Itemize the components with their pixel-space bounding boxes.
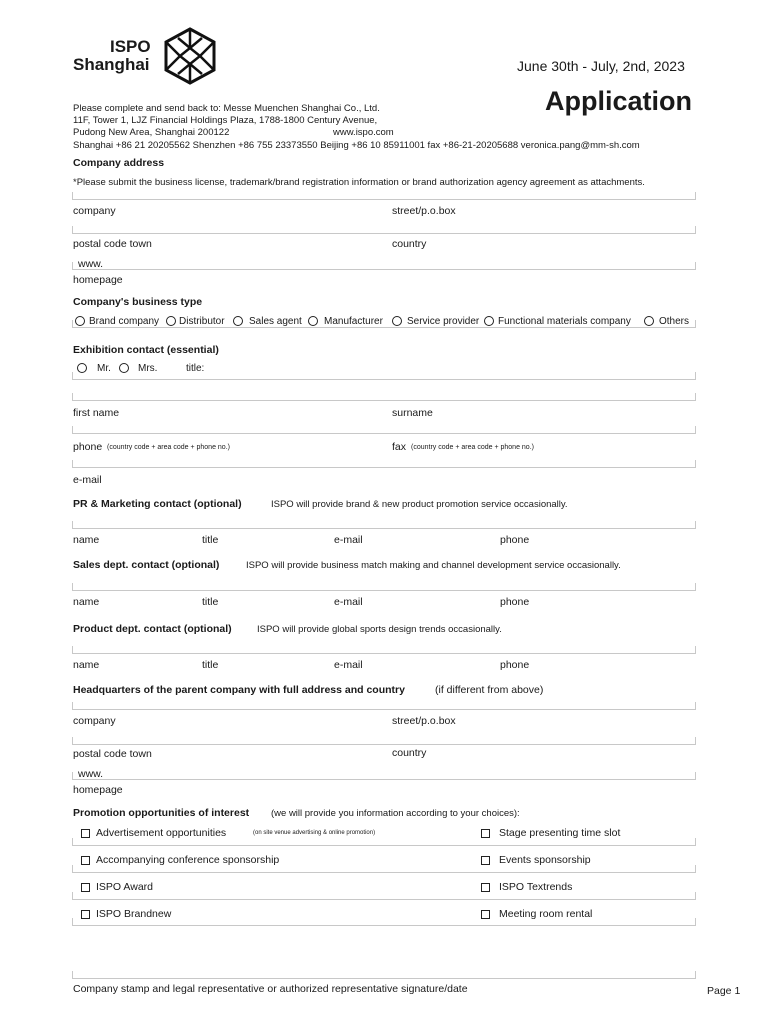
- radio-manufacturer[interactable]: [308, 316, 318, 326]
- promo-row-2: [72, 865, 696, 873]
- phone-field[interactable]: [72, 426, 696, 434]
- street-label: street/p.o.box: [392, 205, 456, 217]
- hq-postal-field[interactable]: [72, 737, 696, 745]
- postal-field[interactable]: [72, 226, 696, 234]
- sales-contact-heading: Sales dept. contact (optional): [73, 559, 220, 571]
- headquarters-note: (if different from above): [435, 684, 544, 696]
- checkbox-advertisement[interactable]: [81, 829, 90, 838]
- radio-mrs[interactable]: [119, 363, 129, 373]
- hq-homepage-field[interactable]: [72, 772, 696, 780]
- product-email-label: e-mail: [334, 659, 363, 671]
- www-prefix: www.: [78, 258, 104, 270]
- website-link[interactable]: www.ispo.com: [333, 127, 394, 138]
- option-brand-company: Brand company: [89, 316, 160, 327]
- fax-hint: (country code + area code + phone no.): [411, 444, 534, 451]
- checkbox-conference-sponsorship[interactable]: [81, 856, 90, 865]
- option-conference-sponsorship: Accompanying conference sponsorship: [96, 854, 280, 866]
- option-stage-presenting: Stage presenting time slot: [499, 827, 621, 839]
- option-others: Others: [659, 316, 690, 327]
- option-service-provider: Service provider: [407, 316, 480, 327]
- email-label: e-mail: [73, 474, 102, 486]
- radio-functional-materials[interactable]: [484, 316, 494, 326]
- hq-postal-label: postal code town: [73, 748, 152, 760]
- checkbox-stage-presenting[interactable]: [481, 829, 490, 838]
- option-ispo-award: ISPO Award: [96, 881, 154, 893]
- product-contact-note: ISPO will provide global sports design trends occasionally.: [257, 624, 502, 635]
- promo-row-3: [72, 892, 696, 900]
- product-contact-field[interactable]: [72, 646, 696, 654]
- company-field[interactable]: [72, 192, 696, 200]
- pr-contact-heading: PR & Marketing contact (optional): [73, 498, 242, 510]
- surname-label: surname: [392, 407, 433, 419]
- radio-others[interactable]: [644, 316, 654, 326]
- first-name-label: first name: [73, 407, 120, 419]
- advertisement-hint: (on site venue advertising & online promotion): [253, 830, 376, 836]
- sales-phone-label: phone: [500, 596, 530, 608]
- headquarters-heading: Headquarters of the parent company with full address and country: [73, 684, 405, 696]
- signature-field[interactable]: [72, 971, 696, 979]
- pr-title-label: title: [202, 534, 219, 546]
- title-label: title:: [186, 363, 205, 374]
- option-ispo-brandnew: ISPO Brandnew: [96, 908, 172, 920]
- product-title-label: title: [202, 659, 219, 671]
- fax-label: fax: [392, 441, 407, 453]
- name-field[interactable]: [72, 393, 696, 401]
- company-label: company: [73, 205, 116, 217]
- address-line3: Pudong New Area, Shanghai 200122: [73, 127, 230, 138]
- homepage-field[interactable]: [72, 262, 696, 270]
- hq-company-field[interactable]: [72, 702, 696, 710]
- pr-name-label: name: [73, 534, 100, 546]
- option-mrs: Mrs.: [138, 363, 158, 374]
- option-functional-materials: Functional materials company: [498, 316, 631, 327]
- email-field[interactable]: [72, 460, 696, 468]
- event-date: June 30th - July, 2nd, 2023: [517, 58, 685, 74]
- option-ispo-textrends: ISPO Textrends: [499, 881, 573, 893]
- hq-www-prefix: www.: [78, 768, 104, 780]
- page-number: Page 1: [707, 985, 741, 997]
- signature-label: Company stamp and legal representative or authorized representative signature/date: [73, 983, 468, 995]
- salutation-row: [72, 372, 696, 380]
- address-line1: Please complete and send back to: Messe Muenchen Shanghai Co., Ltd.: [73, 103, 380, 114]
- radio-brand-company[interactable]: [75, 316, 85, 326]
- checkbox-ispo-brandnew[interactable]: [81, 910, 90, 919]
- promotion-note: (we will provide you information according to your choices):: [271, 808, 520, 819]
- pr-phone-label: phone: [500, 534, 530, 546]
- phone-hint: (country code + area code + phone no.): [107, 444, 230, 451]
- hq-street-label: street/p.o.box: [392, 715, 456, 727]
- checkbox-meeting-room[interactable]: [481, 910, 490, 919]
- logo-ispo: ISPO: [110, 37, 151, 56]
- option-distributor: Distributor: [179, 316, 225, 327]
- hq-country-label: country: [392, 747, 427, 759]
- radio-distributor[interactable]: [166, 316, 176, 326]
- checkbox-ispo-award[interactable]: [81, 883, 90, 892]
- pr-email-label: e-mail: [334, 534, 363, 546]
- product-phone-label: phone: [500, 659, 530, 671]
- hq-company-label: company: [73, 715, 116, 727]
- company-address-heading: Company address: [73, 157, 165, 169]
- hq-homepage-label: homepage: [73, 784, 123, 796]
- postal-label: postal code town: [73, 238, 152, 250]
- radio-sales-agent[interactable]: [233, 316, 243, 326]
- option-events-sponsorship: Events sponsorship: [499, 854, 591, 866]
- promo-row-1: [72, 838, 696, 846]
- option-sales-agent: Sales agent: [249, 316, 302, 327]
- radio-mr[interactable]: [77, 363, 87, 373]
- logo-shanghai: Shanghai: [73, 55, 150, 74]
- radio-service-provider[interactable]: [392, 316, 402, 326]
- exhibition-contact-heading: Exhibition contact (essential): [73, 344, 219, 356]
- sales-contact-note: ISPO will provide business match making and channel development service occasionally.: [246, 560, 621, 571]
- phone-label: phone: [73, 441, 103, 453]
- business-type-heading: Company's business type: [73, 296, 203, 308]
- sales-title-label: title: [202, 596, 219, 608]
- promotion-heading: Promotion opportunities of interest: [73, 807, 250, 819]
- sales-name-label: name: [73, 596, 100, 608]
- homepage-label: homepage: [73, 274, 123, 286]
- option-manufacturer: Manufacturer: [324, 316, 383, 327]
- product-contact-heading: Product dept. contact (optional): [73, 623, 232, 635]
- checkbox-events-sponsorship[interactable]: [481, 856, 490, 865]
- option-meeting-room: Meeting room rental: [499, 908, 593, 920]
- product-name-label: name: [73, 659, 100, 671]
- attachment-note: *Please submit the business license, trademark/brand registration information or brand authorization agency agreement as attachments.: [73, 177, 645, 188]
- address-line2: 11F, Tower 1, LJZ Financial Holdings Plaza, 1788-1800 Century Avenue,: [73, 115, 378, 126]
- country-label: country: [392, 238, 427, 250]
- checkbox-ispo-textrends[interactable]: [481, 883, 490, 892]
- sales-contact-field[interactable]: [72, 583, 696, 591]
- ispo-logo-icon: [160, 26, 220, 86]
- pr-contact-note: ISPO will provide brand & new product promotion service occasionally.: [271, 499, 568, 510]
- option-advertisement: Advertisement opportunities: [96, 827, 227, 839]
- option-mr: Mr.: [97, 363, 111, 374]
- pr-contact-field[interactable]: [72, 521, 696, 529]
- form-title: Application: [545, 86, 692, 116]
- contact-numbers: Shanghai +86 21 20205562 Shenzhen +86 755 23373550 Beijing +86 10 85911001 fax +86-21-20205688 veronica.pang@mm-sh.com: [73, 140, 640, 151]
- sales-email-label: e-mail: [334, 596, 363, 608]
